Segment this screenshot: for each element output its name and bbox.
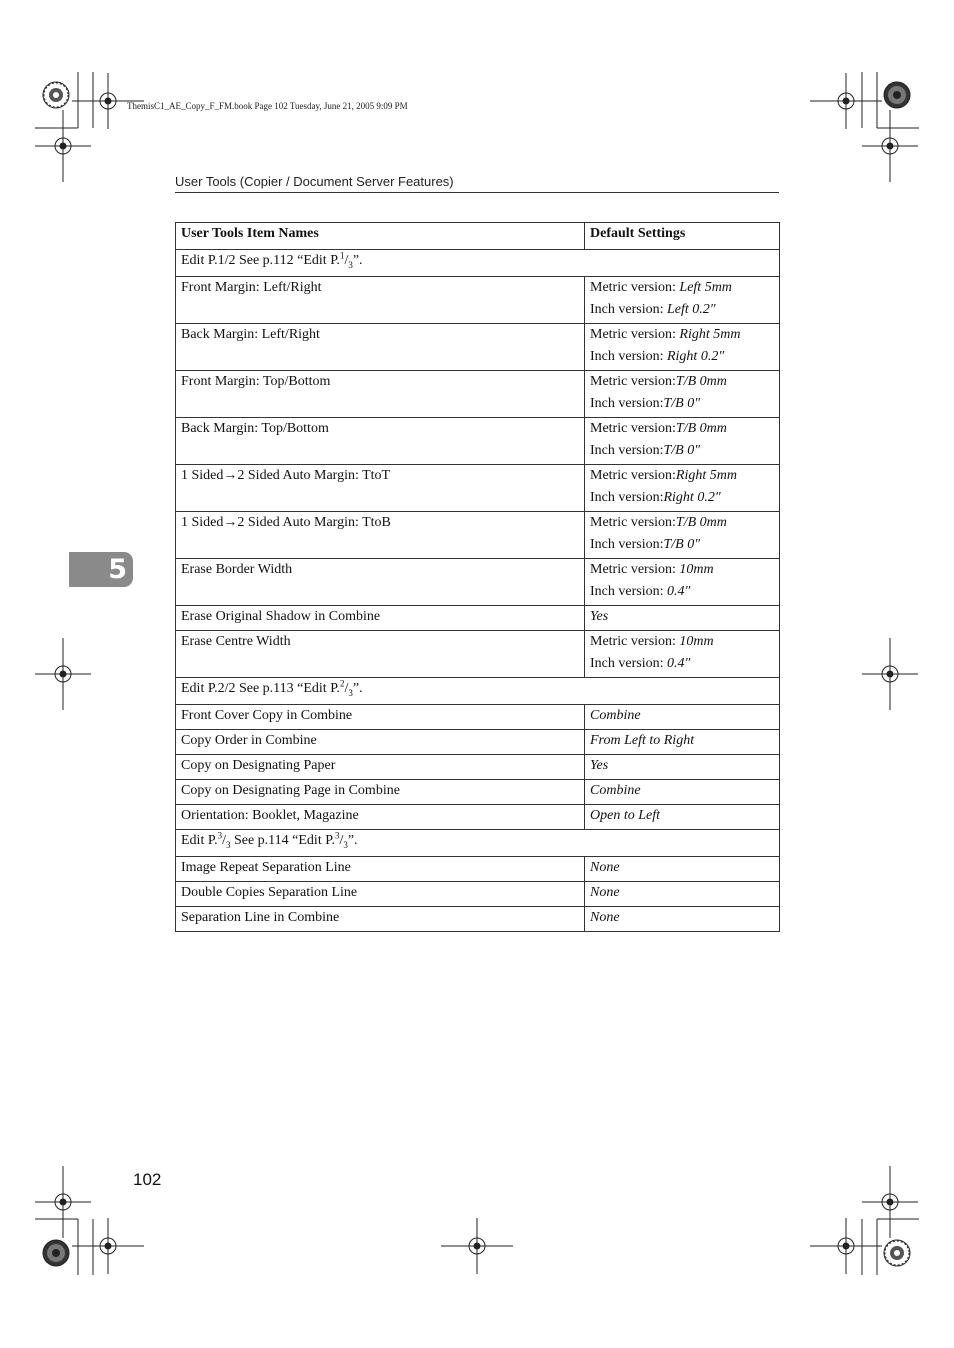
table-row [176, 705, 780, 730]
setting-line [590, 487, 774, 509]
section-title-text: Edit P.2/2 See p.113 “Edit P. [181, 681, 340, 696]
item-name-cell: Erase Centre Width [176, 631, 585, 678]
table-row [176, 324, 780, 371]
section-title-sub: 3 [348, 259, 353, 270]
section-title-slash: / [222, 833, 226, 848]
setting-label: Inch version: [590, 301, 667, 317]
default-setting-cell [585, 559, 780, 606]
setting-line [590, 465, 774, 487]
setting-line [590, 631, 774, 653]
setting-line [590, 418, 774, 440]
setting-value: Open to Left [590, 808, 660, 823]
table-row [176, 857, 780, 882]
table-row [176, 882, 780, 907]
setting-line [590, 440, 774, 462]
default-setting-cell [585, 324, 780, 371]
default-setting-cell [585, 631, 780, 678]
item-name-cell: Orientation: Booklet, Magazine [176, 805, 585, 830]
setting-value: T/B 0″ [663, 536, 701, 552]
setting-value: 10mm [679, 562, 714, 577]
setting-value: Right 5mm [679, 327, 741, 342]
section-title-slash: / [344, 253, 349, 268]
setting-label: Metric version: [590, 634, 680, 649]
section-title-sup: 1 [339, 250, 345, 261]
section-title-text: ”. [352, 681, 363, 696]
section-title-sub: 3 [343, 839, 348, 850]
setting-line [590, 559, 774, 581]
item-name-cell: Erase Border Width [176, 559, 585, 606]
setting-label: Inch version: [590, 655, 667, 671]
setting-value: None [590, 860, 620, 875]
table-row [176, 418, 780, 465]
page-number: 102 [133, 1170, 162, 1189]
section-title-row [176, 250, 780, 277]
setting-label: Inch version: [590, 395, 664, 411]
section-title-sup: 2 [339, 678, 345, 689]
table-row [176, 907, 780, 932]
table-row [176, 730, 780, 755]
setting-line [590, 653, 774, 675]
default-setting-cell [585, 755, 780, 780]
setting-value: Left 5mm [679, 280, 732, 295]
table-row [176, 631, 780, 678]
section-title-text: Edit P.1/2 See p.112 “Edit P. [181, 253, 340, 268]
default-setting-cell [585, 882, 780, 907]
file-info-slug: ThemisC1_AE_Copy_F_FM.book Page 102 Tuesday, June 21, 2005 9:09 PM [127, 101, 408, 111]
setting-value: Left 0.2″ [666, 301, 716, 317]
section-title-text: See p.114 “Edit P. [230, 833, 335, 848]
default-setting-cell [585, 371, 780, 418]
item-name-cell: Back Margin: Left/Right [176, 324, 585, 371]
setting-value: T/B 0mm [675, 515, 727, 530]
setting-value: T/B 0″ [663, 395, 701, 411]
setting-line [590, 346, 774, 368]
item-name-cell: Front Cover Copy in Combine [176, 705, 585, 730]
section-title-row [176, 830, 780, 857]
section-title-slash: / [339, 833, 344, 848]
setting-value: None [590, 910, 620, 925]
item-name-cell: Copy on Designating Page in Combine [176, 780, 585, 805]
setting-label: Metric version: [590, 327, 680, 342]
item-name-cell: Erase Original Shadow in Combine [176, 606, 585, 631]
setting-line [590, 534, 774, 556]
setting-value: Right 0.2″ [663, 489, 721, 505]
setting-label: Metric version: [590, 374, 676, 389]
section-title-sub: 3 [348, 687, 353, 698]
setting-value: From Left to Right [590, 733, 695, 748]
setting-value: T/B 0mm [675, 374, 727, 389]
setting-label: Inch version: [590, 489, 664, 505]
setting-line [590, 299, 774, 321]
table-body [176, 250, 780, 932]
setting-line [590, 512, 774, 534]
setting-line [590, 324, 774, 346]
table-row [176, 465, 780, 512]
setting-line [590, 393, 774, 415]
setting-value: Yes [590, 758, 609, 773]
setting-label: Metric version: [590, 280, 680, 295]
setting-line [590, 277, 774, 299]
setting-value: Combine [590, 708, 641, 723]
default-setting-cell [585, 705, 780, 730]
chapter-tab: 5 [69, 552, 133, 587]
table-row [176, 755, 780, 780]
setting-value: 0.4″ [666, 655, 691, 671]
column-header-default-settings: Default Settings [585, 223, 780, 250]
setting-value: 10mm [679, 634, 714, 649]
setting-label: Inch version: [590, 583, 667, 599]
section-title-text: ”. [347, 833, 358, 848]
setting-line [590, 371, 774, 393]
table-row [176, 277, 780, 324]
item-name-cell: Copy Order in Combine [176, 730, 585, 755]
default-setting-cell [585, 780, 780, 805]
section-title [176, 830, 780, 857]
user-tools-settings-table [175, 222, 780, 932]
default-setting-cell [585, 465, 780, 512]
table-row [176, 512, 780, 559]
setting-line [590, 581, 774, 603]
setting-label: Metric version: [590, 421, 676, 436]
default-setting-cell [585, 805, 780, 830]
setting-value: T/B 0″ [663, 442, 701, 458]
item-name-cell: Front Margin: Top/Bottom [176, 371, 585, 418]
item-name-cell: Front Margin: Left/Right [176, 277, 585, 324]
section-title-row [176, 678, 780, 705]
item-name-cell: Separation Line in Combine [176, 907, 585, 932]
setting-label: Inch version: [590, 348, 667, 364]
setting-value: T/B 0mm [675, 421, 727, 436]
column-header-item-names: User Tools Item Names [176, 223, 585, 250]
running-header: User Tools (Copier / Document Server Features) [175, 174, 779, 193]
default-setting-cell [585, 730, 780, 755]
section-title-slash: / [344, 681, 349, 696]
setting-label: Metric version: [590, 468, 676, 483]
setting-label: Inch version: [590, 442, 664, 458]
item-name-cell: 1 Sided→2 Sided Auto Margin: TtoB [176, 512, 585, 559]
table-row [176, 606, 780, 631]
setting-value: 0.4″ [666, 583, 691, 599]
setting-label: Metric version: [590, 515, 676, 530]
item-name-cell: Copy on Designating Paper [176, 755, 585, 780]
setting-value: Combine [590, 783, 641, 798]
default-setting-cell [585, 277, 780, 324]
setting-value: None [590, 885, 620, 900]
default-setting-cell [585, 857, 780, 882]
table-row [176, 805, 780, 830]
item-name-cell: Back Margin: Top/Bottom [176, 418, 585, 465]
section-title-sup: 3 [334, 830, 340, 841]
section-title-text: ”. [352, 253, 363, 268]
setting-value: Right 5mm [675, 468, 737, 483]
section-title [176, 250, 780, 277]
table-row [176, 371, 780, 418]
setting-value: Right 0.2″ [666, 348, 725, 364]
table-header-row [176, 223, 780, 250]
table-row [176, 780, 780, 805]
section-title-text: Edit P. [181, 833, 218, 848]
table-row [176, 559, 780, 606]
setting-label: Metric version: [590, 562, 680, 577]
default-setting-cell [585, 418, 780, 465]
default-setting-cell [585, 606, 780, 631]
item-name-cell: Image Repeat Separation Line [176, 857, 585, 882]
section-title-sub: 3 [225, 839, 231, 850]
default-setting-cell [585, 512, 780, 559]
setting-value: Yes [590, 609, 609, 624]
section-title [176, 678, 780, 705]
setting-label: Inch version: [590, 536, 664, 552]
default-setting-cell [585, 907, 780, 932]
item-name-cell: 1 Sided→2 Sided Auto Margin: TtoT [176, 465, 585, 512]
section-title-sup: 3 [217, 830, 223, 841]
item-name-cell: Double Copies Separation Line [176, 882, 585, 907]
